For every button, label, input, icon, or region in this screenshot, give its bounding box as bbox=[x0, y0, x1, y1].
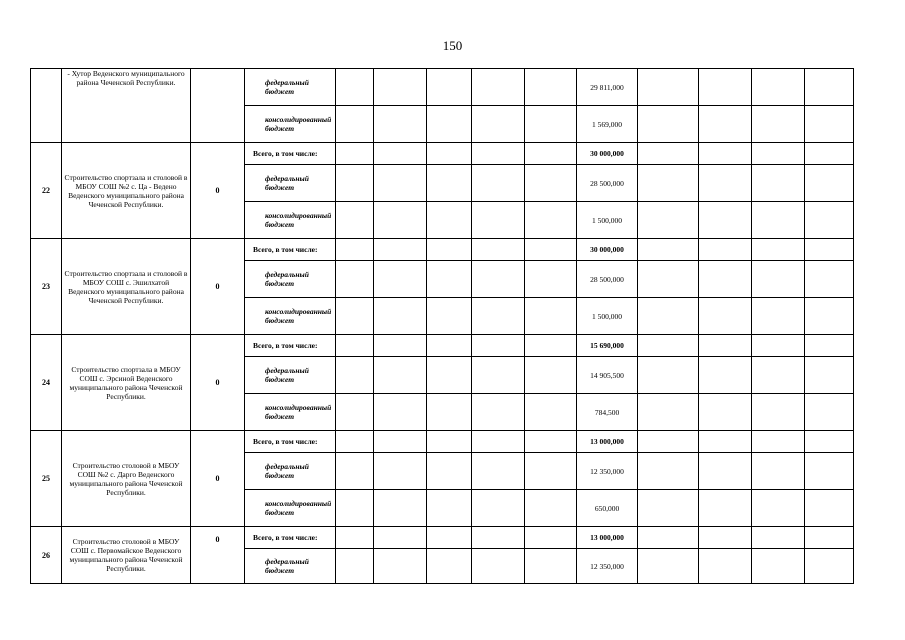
total-label: Всего, в том числе: bbox=[245, 143, 336, 165]
funding-source: консолидированный бюджет bbox=[245, 202, 336, 239]
table-row bbox=[31, 527, 854, 549]
amount-cell: 28 500,000 bbox=[577, 165, 638, 202]
row-number: 23 bbox=[31, 239, 62, 335]
amount-cell: 14 905,500 bbox=[577, 357, 638, 394]
total-label: Всего, в том числе: bbox=[245, 239, 336, 261]
row-number: 24 bbox=[31, 335, 62, 431]
amount-cell: 1 500,000 bbox=[577, 202, 638, 239]
row-number: 25 bbox=[31, 431, 62, 527]
total-amount: 15 690,000 bbox=[577, 335, 638, 357]
code-cell: 0 bbox=[191, 431, 245, 527]
project-name: Строительство спортзала и столовой в МБОУ СОШ с. Эшилхатой Веденского муниципального района Чеченской Республики. bbox=[62, 239, 191, 335]
code-cell: 0 bbox=[191, 527, 245, 584]
funding-source: консолидированный бюджет bbox=[245, 298, 336, 335]
total-label: Всего, в том числе: bbox=[245, 431, 336, 453]
total-label: Всего, в том числе: bbox=[245, 335, 336, 357]
funding-source: федеральный бюджет bbox=[245, 165, 336, 202]
table-row bbox=[31, 431, 854, 453]
funding-source: федеральный бюджет bbox=[245, 357, 336, 394]
code-cell bbox=[191, 69, 245, 143]
total-amount: 30 000,000 bbox=[577, 239, 638, 261]
amount-cell: 28 500,000 bbox=[577, 261, 638, 298]
project-name: - Хутор Веденского муниципального района Чеченской Республики. bbox=[62, 69, 191, 143]
row-number: 26 bbox=[31, 527, 62, 584]
amount-cell: 12 350,000 bbox=[577, 549, 638, 584]
project-name: Строительство спортзала и столовой в МБОУ СОШ №2 с. Ца - Ведено Веденского муниципального района Чеченской Республики. bbox=[62, 143, 191, 239]
page-number: 150 bbox=[442, 38, 463, 53]
funding-source: федеральный бюджет bbox=[245, 549, 336, 584]
funding-source: консолидированный бюджет bbox=[245, 490, 336, 527]
code-cell: 0 bbox=[191, 335, 245, 431]
amount-cell: 784,500 bbox=[577, 394, 638, 431]
amount-cell: 29 811,000 bbox=[577, 69, 638, 106]
total-amount: 30 000,000 bbox=[577, 143, 638, 165]
table-row bbox=[31, 69, 854, 106]
funding-table bbox=[30, 68, 854, 584]
project-name: Строительство спортзала в МБОУ СОШ с. Эрсиной Веденского муниципального района Чеченской Республики. bbox=[62, 335, 191, 431]
funding-source: федеральный бюджет bbox=[245, 69, 336, 106]
amount-cell: 12 350,000 bbox=[577, 453, 638, 490]
total-label: Всего, в том числе: bbox=[245, 527, 336, 549]
funding-source: федеральный бюджет bbox=[245, 261, 336, 298]
row-number bbox=[31, 69, 62, 143]
amount-cell: 650,000 bbox=[577, 490, 638, 527]
amount-cell: 1 569,000 bbox=[577, 106, 638, 143]
project-name: Строительство столовой в МБОУ СОШ с. Первомайское Веденского муниципального района Чеченской Республики. bbox=[62, 527, 191, 584]
table-row bbox=[31, 239, 854, 261]
funding-source: консолидированный бюджет bbox=[245, 106, 336, 143]
table-row bbox=[31, 335, 854, 357]
code-cell: 0 bbox=[191, 239, 245, 335]
funding-source: консолидированный бюджет bbox=[245, 394, 336, 431]
total-amount: 13 000,000 bbox=[577, 527, 638, 549]
amount-cell: 1 500,000 bbox=[577, 298, 638, 335]
funding-source: федеральный бюджет bbox=[245, 453, 336, 490]
project-name: Строительство столовой в МБОУ СОШ №2 с. Дарго Веденского муниципального района Чеченской Республики. bbox=[62, 431, 191, 527]
row-number: 22 bbox=[31, 143, 62, 239]
table-row bbox=[31, 143, 854, 165]
total-amount: 13 000,000 bbox=[577, 431, 638, 453]
code-cell: 0 bbox=[191, 143, 245, 239]
